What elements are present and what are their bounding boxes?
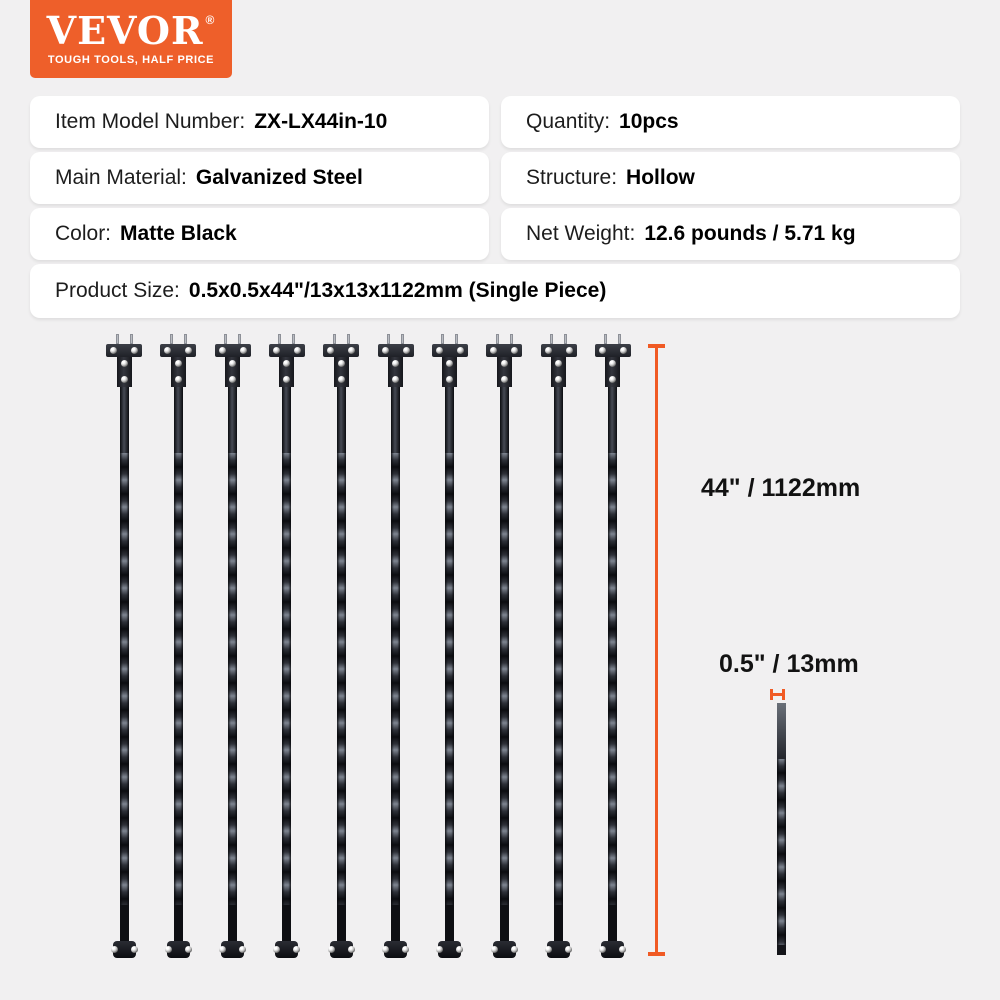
single-baluster-top [777, 703, 786, 759]
spec-label: Product Size: [55, 279, 180, 302]
screw-icon [121, 360, 128, 367]
baluster [378, 334, 414, 958]
top-bracket [215, 344, 251, 357]
mounting-pins [278, 334, 295, 344]
top-bracket [106, 344, 142, 357]
spec-value: Matte Black [120, 222, 237, 245]
top-bracket-neck [117, 357, 132, 387]
screw-icon [283, 376, 290, 383]
screw-icon [338, 360, 345, 367]
mounting-pins [441, 334, 458, 344]
screw-icon [131, 347, 138, 354]
screw-icon [609, 360, 616, 367]
top-bracket-neck [497, 357, 512, 387]
mounting-pins [496, 334, 513, 344]
baluster-shaft [120, 387, 129, 941]
screw-icon [219, 946, 226, 953]
screw-icon [566, 347, 573, 354]
baluster [215, 334, 251, 958]
spec-value: 0.5x0.5x44"/13x13x1122mm (Single Piece) [188, 279, 607, 302]
bottom-bracket [547, 941, 570, 958]
screw-icon [185, 946, 192, 953]
screw-icon [490, 347, 497, 354]
length-dimension-label: 44" / 1122mm [701, 474, 861, 502]
screw-icon [382, 946, 389, 953]
screw-icon [402, 946, 409, 953]
screw-icon [609, 376, 616, 383]
screw-icon [382, 347, 389, 354]
screw-icon [436, 347, 443, 354]
spec-card [501, 152, 960, 204]
screw-icon [501, 376, 508, 383]
spec-value: Galvanized Steel [195, 166, 363, 189]
screw-icon [436, 946, 443, 953]
baluster [269, 334, 305, 958]
registered-mark-icon: ® [205, 13, 216, 27]
screw-icon [328, 946, 335, 953]
top-bracket-neck [551, 357, 566, 387]
screw-icon [555, 360, 562, 367]
spec-label: Structure: [526, 166, 618, 189]
baluster [541, 334, 577, 958]
screw-icon [620, 347, 627, 354]
screw-icon [229, 360, 236, 367]
bottom-bracket [330, 941, 353, 958]
screw-icon [456, 946, 463, 953]
top-bracket-neck [388, 357, 403, 387]
screw-icon [240, 347, 247, 354]
baluster-shaft [500, 387, 509, 941]
twisted-section [228, 453, 237, 905]
baluster-shaft [228, 387, 237, 941]
baluster [486, 334, 522, 958]
length-dimension-line [655, 345, 658, 955]
twisted-section [174, 453, 183, 905]
baluster-shaft [608, 387, 617, 941]
baluster [432, 334, 468, 958]
screw-icon [131, 946, 138, 953]
mounting-pins [224, 334, 241, 344]
screw-icon [545, 347, 552, 354]
vevor-logo [30, 0, 232, 78]
screw-icon [555, 376, 562, 383]
bottom-bracket [601, 941, 624, 958]
screw-icon [164, 347, 171, 354]
screw-icon [619, 946, 626, 953]
screw-icon [392, 360, 399, 367]
spec-value: ZX-LX44in-10 [254, 110, 388, 133]
screw-icon [283, 360, 290, 367]
bottom-bracket [113, 941, 136, 958]
spec-card-grid [30, 96, 960, 318]
spec-value: 12.6 pounds / 5.71 kg [644, 222, 856, 245]
screw-icon [599, 946, 606, 953]
baluster-shaft [445, 387, 454, 941]
screw-icon [294, 347, 301, 354]
spec-label: Color: [55, 222, 112, 245]
screw-icon [165, 946, 172, 953]
twisted-section [608, 453, 617, 905]
spec-label: Net Weight: [526, 222, 636, 245]
mounting-pins [333, 334, 350, 344]
screw-icon [392, 376, 399, 383]
screw-icon [446, 360, 453, 367]
single-baluster-profile [777, 703, 786, 955]
baluster-shaft [174, 387, 183, 941]
mounting-pins [550, 334, 567, 344]
width-dimension-label: 0.5" / 13mm [719, 650, 859, 678]
screw-icon [185, 347, 192, 354]
top-bracket [378, 344, 414, 357]
screw-icon [457, 347, 464, 354]
twisted-section [120, 453, 129, 905]
mounting-pins [170, 334, 187, 344]
spec-card [30, 264, 960, 318]
top-bracket [160, 344, 196, 357]
top-bracket [486, 344, 522, 357]
top-bracket-neck [442, 357, 457, 387]
spec-card [30, 152, 489, 204]
spec-label: Quantity: [526, 110, 611, 133]
screw-icon [293, 946, 300, 953]
logo-text: VEVOR [46, 8, 204, 53]
top-bracket [595, 344, 631, 357]
screw-icon [338, 376, 345, 383]
screw-icon [348, 946, 355, 953]
top-bracket [323, 344, 359, 357]
twisted-section [500, 453, 509, 905]
single-baluster-twist [777, 759, 786, 945]
baluster-shaft [282, 387, 291, 941]
screw-icon [219, 347, 226, 354]
spec-label: Item Model Number: [55, 110, 246, 133]
top-bracket-neck [225, 357, 240, 387]
spec-card [30, 96, 489, 148]
top-bracket-neck [171, 357, 186, 387]
screw-icon [511, 347, 518, 354]
screw-icon [273, 347, 280, 354]
baluster-shaft [554, 387, 563, 941]
logo-tagline: TOUGH TOOLS, HALF PRICE [47, 54, 215, 66]
baluster [595, 334, 631, 958]
top-bracket [432, 344, 468, 357]
screw-icon [110, 347, 117, 354]
screw-icon [511, 946, 518, 953]
single-baluster-bottom [777, 945, 786, 955]
mounting-pins [387, 334, 404, 344]
top-bracket [541, 344, 577, 357]
top-bracket-neck [334, 357, 349, 387]
spec-card [501, 96, 960, 148]
baluster [160, 334, 196, 958]
bottom-bracket [221, 941, 244, 958]
screw-icon [348, 347, 355, 354]
screw-icon [403, 347, 410, 354]
twisted-section [282, 453, 291, 905]
screw-icon [501, 360, 508, 367]
top-bracket [269, 344, 305, 357]
spec-card [30, 208, 489, 260]
screw-icon [327, 347, 334, 354]
bottom-bracket [384, 941, 407, 958]
top-bracket-neck [605, 357, 620, 387]
screw-icon [565, 946, 572, 953]
screw-icon [175, 376, 182, 383]
screw-icon [111, 946, 118, 953]
screw-icon [273, 946, 280, 953]
twisted-section [391, 453, 400, 905]
bottom-bracket [167, 941, 190, 958]
screw-icon [446, 376, 453, 383]
logo-brand [46, 8, 216, 53]
bottom-bracket [275, 941, 298, 958]
screw-icon [229, 376, 236, 383]
twisted-section [554, 453, 563, 905]
bottom-bracket [493, 941, 516, 958]
baluster-shaft [391, 387, 400, 941]
screw-icon [599, 347, 606, 354]
spec-label: Main Material: [55, 166, 187, 189]
baluster-shaft [337, 387, 346, 941]
spec-value: 10pcs [619, 110, 679, 133]
spec-value: Hollow [626, 166, 695, 189]
mounting-pins [116, 334, 133, 344]
screw-icon [175, 360, 182, 367]
baluster [106, 334, 142, 958]
screw-icon [545, 946, 552, 953]
mounting-pins [604, 334, 621, 344]
spec-card [501, 208, 960, 260]
screw-icon [239, 946, 246, 953]
screw-icon [121, 376, 128, 383]
screw-icon [491, 946, 498, 953]
bottom-bracket [438, 941, 461, 958]
top-bracket-neck [279, 357, 294, 387]
baluster [323, 334, 359, 958]
width-dimension-marker [770, 689, 785, 700]
twisted-section [445, 453, 454, 905]
twisted-section [337, 453, 346, 905]
